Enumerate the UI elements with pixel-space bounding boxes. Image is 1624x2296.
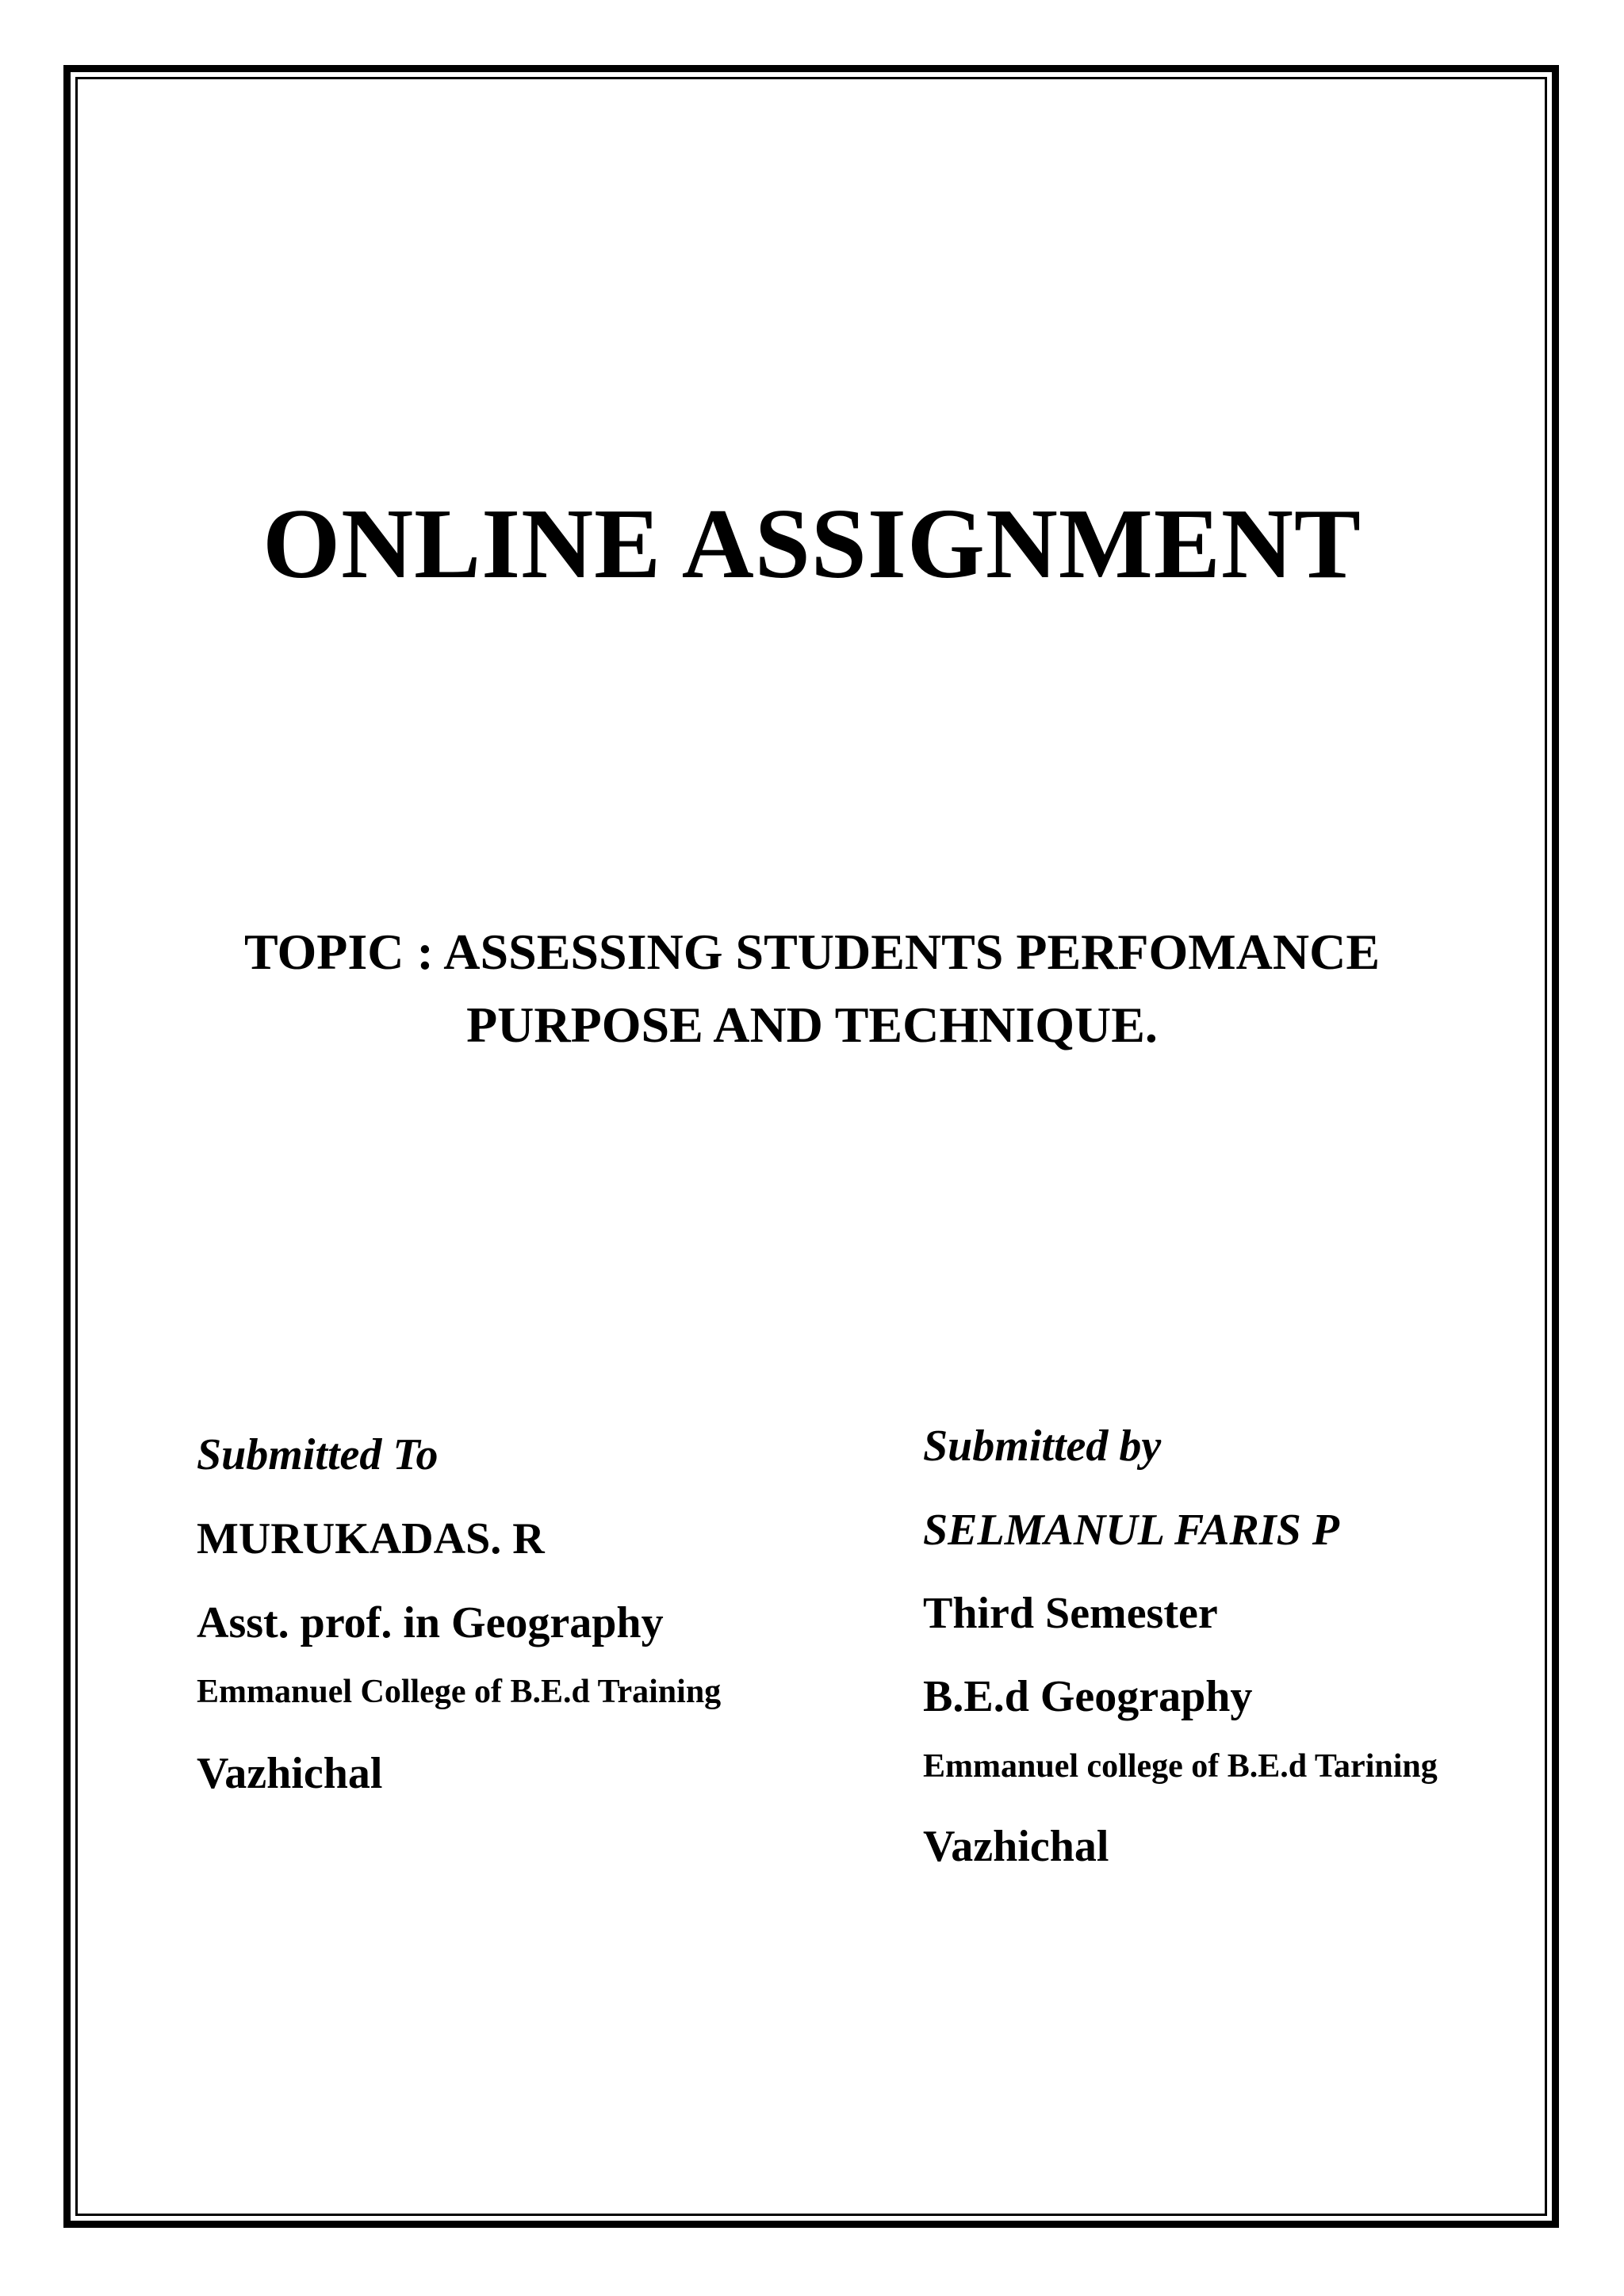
submitted-by-name: SELMANUL FARIS P <box>923 1506 1339 1555</box>
topic-line-2: PURPOSE AND TECHNIQUE. <box>466 997 1158 1053</box>
submitted-by-place: Vazhichal <box>923 1822 1109 1871</box>
submitted-by-semester: Third Semester <box>923 1589 1218 1638</box>
submitted-by-institution: Emmanuel college of B.E.d Tarining <box>923 1748 1438 1785</box>
submitted-to-institution: Emmanuel College of B.E.d Training <box>197 1674 722 1710</box>
submitted-to-heading: Submitted To <box>197 1430 439 1479</box>
submitted-to-name: MURUKADAS. R <box>197 1514 545 1563</box>
submitted-to-place: Vazhichal <box>197 1749 383 1798</box>
document-title: ONLINE ASSIGNMENT <box>262 489 1362 599</box>
page-border-inner <box>75 77 1547 2216</box>
topic-block <box>0 916 1624 1062</box>
topic-line-1: TOPIC : ASSESSING STUDENTS PERFOMANCE <box>243 924 1381 980</box>
submitted-by-heading: Submitted by <box>923 1422 1162 1471</box>
submitted-to-designation: Asst. prof. in Geography <box>197 1598 664 1647</box>
submitted-by-course: B.E.d Geography <box>923 1672 1253 1721</box>
